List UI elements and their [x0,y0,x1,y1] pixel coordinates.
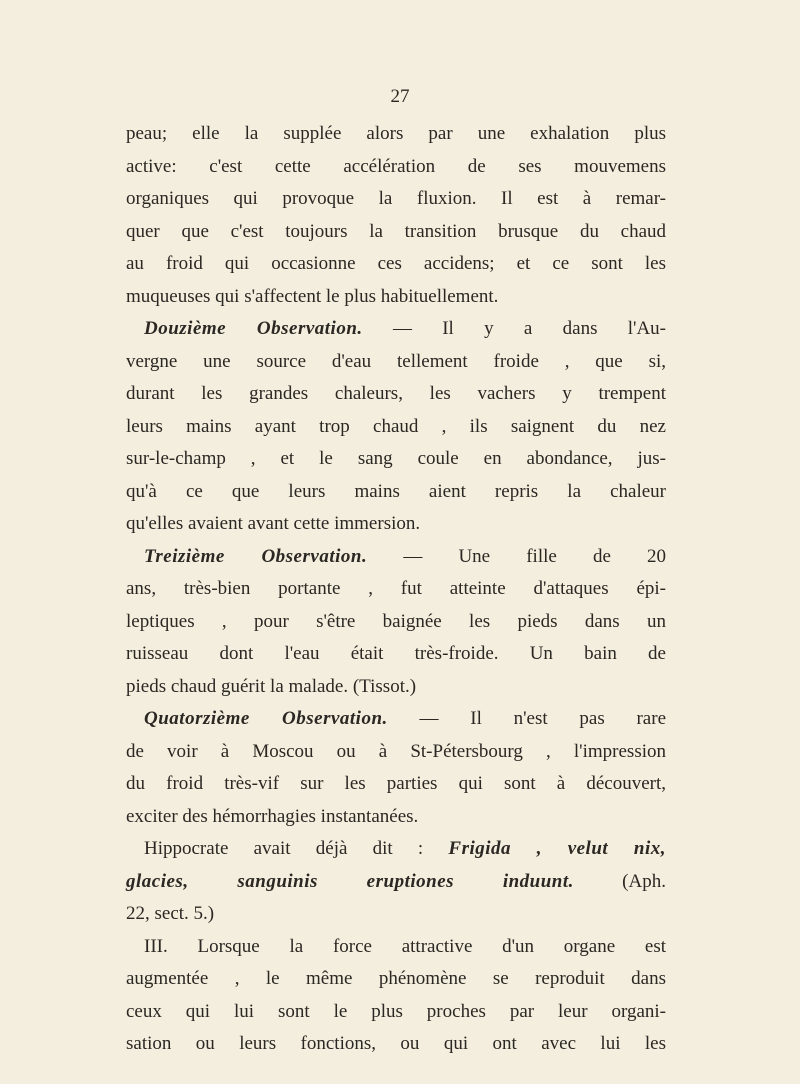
latin-quote: Frigida , velut nix, [448,838,666,859]
text-line [126,573,666,606]
text-line [126,931,666,964]
text-line [126,963,666,996]
line-text: qu'elles avaient avant cette immersion. [126,513,421,534]
line-text: sation ou leurs fonctions, ou qui ont avec lui les [126,1033,666,1054]
text-line [126,118,666,151]
line-text: III. Lorsque la force attractive d'un organe est [144,935,666,957]
text-line [126,281,666,314]
text-line [126,248,666,281]
text-line [126,346,666,379]
line-text: quer que c'est toujours la transition brusque du chaud [126,220,666,242]
text-line [126,638,666,671]
text-line [126,541,666,574]
text-line [126,411,666,444]
text-line [126,898,666,931]
line-text: 22, sect. 5.) [126,903,215,924]
text-line [126,378,666,411]
line-text: vergne une source d'eau tellement froide , que si, [126,350,666,372]
text-line [126,508,666,541]
line-text: exciter des hémorrhagies instantanées. [126,805,419,827]
text-line [126,996,666,1029]
text-line [126,443,666,476]
line-text: qu'à ce que leurs mains aient repris la chaleur [126,480,666,502]
line-text: du froid très-vif sur les parties qui sont à découvert, [126,773,666,794]
text-line [126,1028,666,1061]
line-text: ruisseau dont l'eau était très-froide. Un bain de [126,643,666,664]
line-text: — Une fille de 20 [367,545,666,567]
text-line [126,866,666,899]
line-text: organiques qui provoque la fluxion. Il est à remar- [126,188,666,209]
page-number: 27 [390,86,410,107]
body-text [126,118,666,1061]
line-text: pieds chaud guérit la malade. (Tissot.) [126,675,417,697]
line-text: active: c'est cette accélération de ses mouvemens [126,155,666,177]
observation-heading: Quatorzième Observation. [144,708,388,729]
text-line [126,671,666,704]
text-line [126,736,666,769]
text-line [126,703,666,736]
text-line [126,768,666,801]
line-text: au froid qui occasionne ces accidens; et ce sont les [126,253,666,274]
observation-heading: Douzième Observation. [144,318,363,339]
observation-heading: Treizième Observation. [144,545,368,567]
line-text: de voir à Moscou ou à St-Pétersbourg , l'impression [126,740,666,762]
line-text: sur-le-champ , et le sang coule en abondance, jus- [126,448,666,469]
line-text: augmentée , le même phénomène se reproduit dans [126,968,666,989]
text-line [126,183,666,216]
line-text: ceux qui lui sont le plus proches par leur organi- [126,1000,666,1022]
text-line [126,801,666,834]
line-text: leurs mains ayant trop chaud , ils saignent du nez [126,415,666,437]
text-line [126,833,666,866]
text-line [126,313,666,346]
text-line [126,606,666,639]
line-text: muqueuses qui s'affectent le plus habituellement. [126,285,499,307]
line-text: Hippocrate avait déjà dit : [144,838,449,859]
line-text: — Il y a dans l'Au- [362,318,667,339]
latin-quote: glacies, sanguinis eruptiones induunt. [126,870,574,892]
line-text: peau; elle la supplée alors par une exhalation plus [126,123,666,144]
text-line [126,216,666,249]
line-text: (Aph. [573,870,666,892]
text-line [126,151,666,184]
line-text: durant les grandes chaleurs, les vachers y trempent [126,383,666,404]
line-text: ans, très-bien portante , fut atteinte d'attaques épi- [126,578,666,599]
line-text: leptiques , pour s'être baignée les pieds dans un [126,610,666,632]
line-text: — Il n'est pas rare [387,708,667,729]
text-line [126,476,666,509]
